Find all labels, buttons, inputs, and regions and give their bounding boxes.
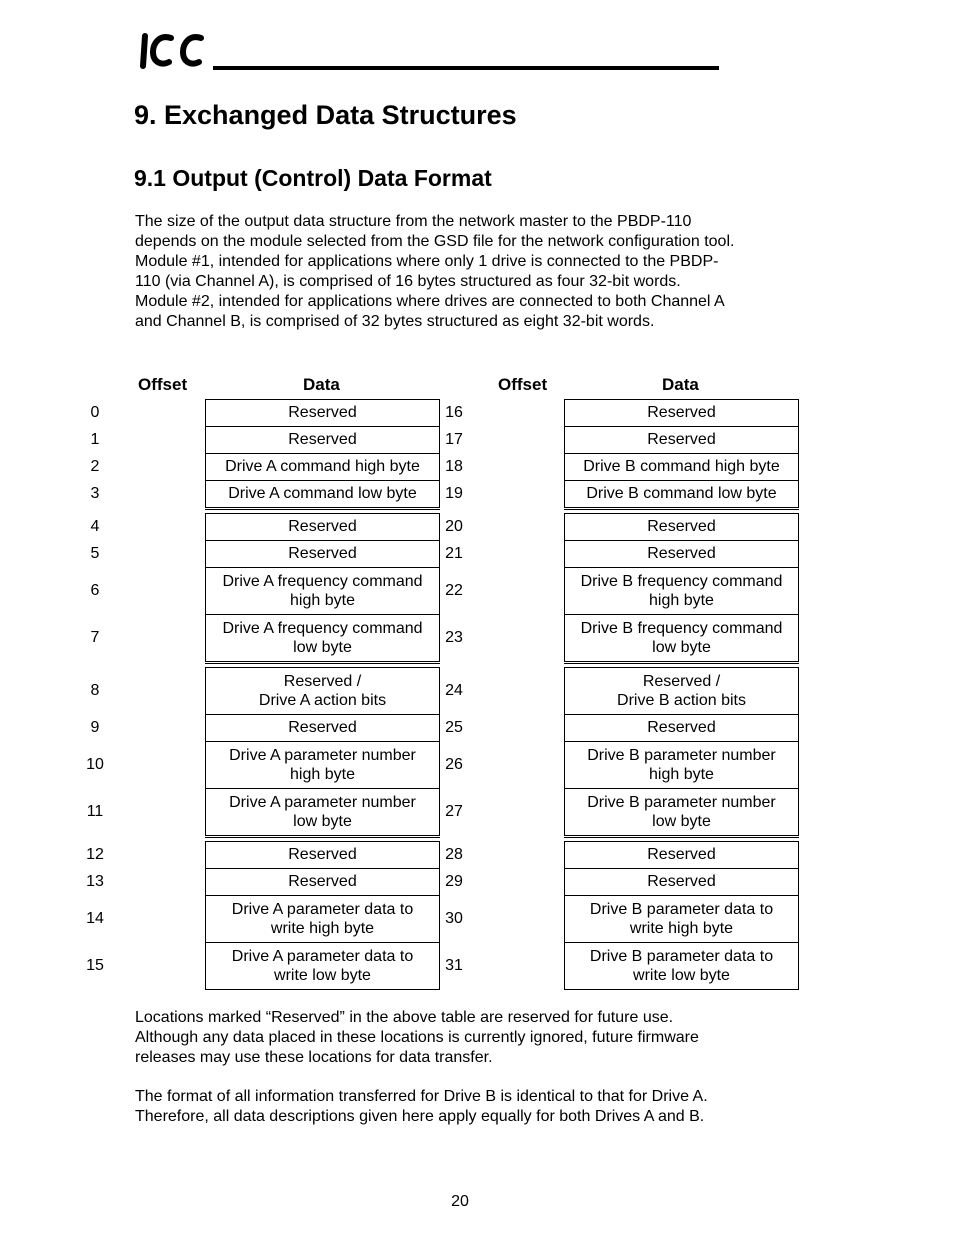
data-cell: Reserved (564, 540, 799, 567)
group-double-rule (205, 507, 440, 510)
table-row (445, 426, 799, 453)
table-row (445, 614, 799, 661)
data-cell: Reserved (205, 714, 440, 741)
note-line: Locations marked “Reserved” in the above table are reserved for future use. (135, 1009, 674, 1026)
table-row (445, 453, 799, 480)
data-cell: Reserved (564, 841, 799, 868)
data-cell: Drive B frequency command high byte (564, 567, 799, 614)
offset-header-a: Offset (138, 375, 188, 394)
offset-cell: 0 (90, 403, 100, 421)
table-row (90, 567, 440, 614)
offset-cell: 2 (90, 457, 100, 475)
table-row (445, 741, 799, 788)
data-cell: Drive A frequency command low byte (205, 614, 440, 661)
table-row (445, 841, 799, 868)
data-cell: Drive B parameter number high byte (564, 741, 799, 788)
offset-cell: 12 (86, 845, 104, 863)
data-cell: Reserved (205, 868, 440, 895)
data-cell: Reserved / Drive A action bits (205, 667, 440, 714)
table-row (445, 667, 799, 714)
offset-header-b: Offset (498, 375, 548, 394)
data-cell: Reserved (564, 426, 799, 453)
note-line: releases may use these locations for data transfer. (135, 1049, 493, 1066)
offset-cell: 4 (90, 517, 100, 535)
offset-cell: 6 (90, 581, 100, 599)
group-double-rule (564, 661, 799, 664)
data-cell: Reserved / Drive B action bits (564, 667, 799, 714)
offset-cell: 15 (86, 956, 104, 974)
data-cell: Reserved (205, 513, 440, 540)
table-row (445, 567, 799, 614)
intro-line: The size of the output data structure from the network master to the PBDP-110 (135, 213, 692, 230)
offset-cell: 7 (90, 628, 100, 646)
table-row (86, 741, 440, 788)
drive-b-note (135, 1087, 815, 1127)
data-cell: Reserved (564, 513, 799, 540)
data-cell: Drive A frequency command high byte (205, 567, 440, 614)
header-rule (213, 66, 719, 70)
offset-cell: 30 (445, 909, 463, 927)
offset-cell: 29 (445, 872, 463, 890)
offset-cell: 16 (445, 403, 463, 421)
data-cell: Reserved (564, 868, 799, 895)
data-cell: Drive A parameter number high byte (205, 741, 440, 788)
offset-cell: 17 (445, 430, 463, 448)
icc-logo (137, 28, 211, 72)
offset-cell: 11 (86, 802, 104, 820)
table-bottom-rule (205, 989, 440, 990)
offset-cell: 13 (86, 872, 104, 890)
table-row (86, 788, 440, 835)
data-cell: Drive B command low byte (564, 480, 799, 507)
group-double-rule (205, 661, 440, 664)
data-cell: Drive A command low byte (205, 480, 440, 507)
table-row (445, 788, 799, 835)
offset-cell: 20 (445, 517, 463, 535)
data-cell: Drive A parameter data to write high byte (205, 895, 440, 942)
note-line: Although any data placed in these locations is currently ignored, future firmware (135, 1029, 699, 1046)
page-title: 9. Exchanged Data Structures (134, 100, 517, 130)
data-cell: Drive B command high byte (564, 453, 799, 480)
note-line: The format of all information transferred for Drive B is identical to that for Drive A. (135, 1088, 708, 1105)
table-row (86, 841, 440, 868)
intro-line: and Channel B, is comprised of 32 bytes structured as eight 32-bit words. (135, 313, 655, 330)
data-cell: Drive A parameter number low byte (205, 788, 440, 835)
data-header-a: Data (303, 375, 340, 394)
data-cell: Reserved (205, 399, 440, 426)
table-row (90, 453, 440, 480)
data-cell: Reserved (205, 540, 440, 567)
table-row (86, 895, 440, 942)
table-row (445, 895, 799, 942)
offset-cell: 23 (445, 628, 463, 646)
offset-cell: 28 (445, 845, 463, 863)
data-cell: Drive B parameter data to write low byte (564, 942, 799, 989)
offset-cell: 9 (90, 718, 100, 736)
group-double-rule (205, 835, 440, 838)
table-row (90, 614, 440, 661)
table-row (445, 540, 799, 567)
data-cell: Drive A command high byte (205, 453, 440, 480)
table-row (90, 667, 440, 714)
group-double-rule (564, 835, 799, 838)
offset-cell: 5 (90, 544, 100, 562)
data-cell: Drive B frequency command low byte (564, 614, 799, 661)
table-row (445, 942, 799, 989)
table-row (90, 426, 440, 453)
table-row (445, 714, 799, 741)
data-cell: Drive A parameter data to write low byte (205, 942, 440, 989)
offset-cell: 8 (90, 681, 100, 699)
table-row (445, 480, 799, 507)
offset-cell: 3 (90, 484, 100, 502)
offset-cell: 1 (90, 430, 100, 448)
table-row (86, 942, 440, 989)
offset-cell: 10 (86, 755, 104, 773)
group-double-rule (564, 507, 799, 510)
offset-cell: 27 (445, 802, 463, 820)
offset-cell: 21 (445, 544, 463, 562)
data-cell: Reserved (205, 426, 440, 453)
offset-cell: 31 (445, 956, 463, 974)
table-row (445, 868, 799, 895)
page-number: 20 (451, 1193, 469, 1210)
offset-cell: 24 (445, 681, 463, 699)
offset-cell: 25 (445, 718, 463, 736)
table-row (90, 540, 440, 567)
table-row (90, 513, 440, 540)
data-cell: Reserved (205, 841, 440, 868)
data-header-b: Data (662, 375, 699, 394)
offset-cell: 18 (445, 457, 463, 475)
table-bottom-rule (564, 989, 799, 990)
intro-line: Module #1, intended for applications where only 1 drive is connected to the PBDP- (135, 253, 719, 270)
offset-cell: 22 (445, 581, 463, 599)
data-cell: Reserved (564, 714, 799, 741)
data-cell: Reserved (564, 399, 799, 426)
intro-line: 110 (via Channel A), is comprised of 16 bytes structured as four 32-bit words. (135, 273, 681, 290)
offset-cell: 19 (445, 484, 463, 502)
data-cell: Drive B parameter data to write high byte (564, 895, 799, 942)
reserved-note (135, 1008, 815, 1068)
intro-line: depends on the module selected from the GSD file for the network configuration tool. (135, 233, 735, 250)
table-row (86, 868, 440, 895)
note-line: Therefore, all data descriptions given here apply equally for both Drives A and B. (135, 1108, 705, 1125)
intro-line: Module #2, intended for applications where drives are connected to both Channel A (135, 293, 725, 310)
intro-paragraph (135, 212, 815, 332)
table-row (90, 714, 440, 741)
section-title: 9.1 Output (Control) Data Format (134, 165, 492, 191)
offset-cell: 14 (86, 909, 104, 927)
table-row (445, 399, 799, 426)
table-row (90, 399, 440, 426)
table-row (90, 480, 440, 507)
data-cell: Drive B parameter number low byte (564, 788, 799, 835)
offset-cell: 26 (445, 755, 463, 773)
table-row (445, 513, 799, 540)
